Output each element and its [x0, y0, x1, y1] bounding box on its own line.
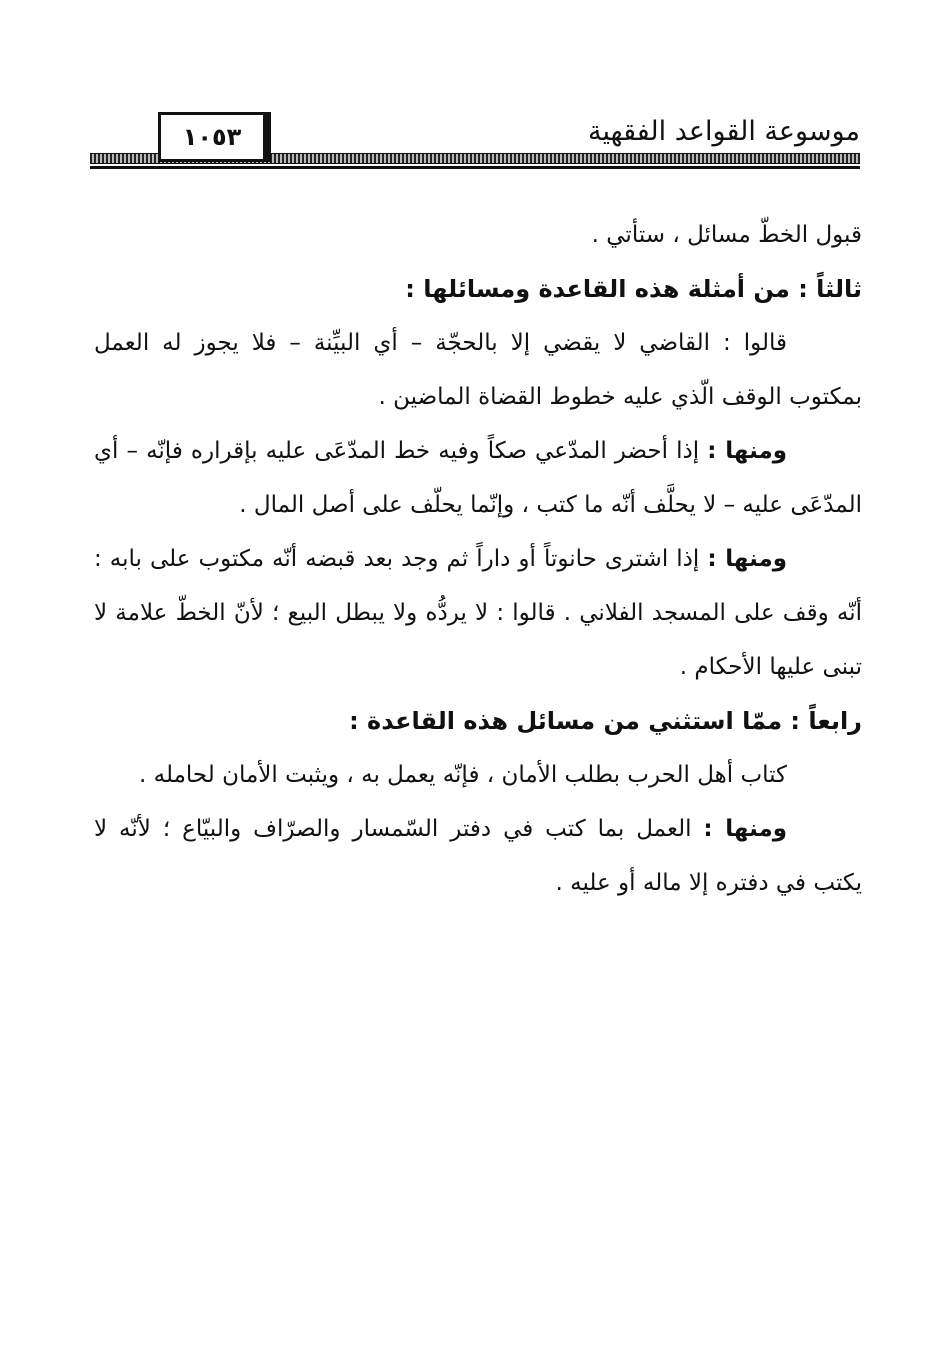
paragraph-text: العمل بما كتب في دفتر السّمسار والصرّاف والبيّاع ؛ لأنّه لا يكتب في دفتره إلا ماله أو عليه .: [94, 816, 862, 896]
paragraph-shop: [94, 532, 862, 694]
paragraph-ledger: [94, 802, 862, 910]
page-body: [94, 208, 862, 910]
paragraph-lead: ومنها :: [703, 816, 788, 842]
paragraph-deed: [94, 424, 862, 532]
section-heading-third: ثالثاً : من أمثلة هذه القاعدة ومسائلها :: [405, 275, 862, 303]
paragraph-lead: ومنها :: [707, 546, 788, 572]
page-header: [90, 108, 860, 168]
paragraph-lead: ومنها :: [707, 438, 787, 464]
paragraph-text: إذا اشترى حانوتاً أو داراً ثم وجد بعد قبضه أنّه مكتوب على بابه : أنّه وقف على المسجد الفلاني . قالوا : لا يردُّه ولا يبطل البيع ؛ لأنّ الخطّ علامة لا تبنى عليها الأحكام .: [94, 546, 862, 680]
section-heading-fourth: رابعاً : ممّا استثني من مسائل هذه القاعدة :: [349, 707, 862, 735]
paragraph-safe-conduct: كتاب أهل الحرب بطلب الأمان ، فإنّه يعمل به ، ويثبت الأمان لحامله .: [139, 762, 787, 788]
paragraph-judge: قالوا : القاضي لا يقضي إلا بالحجّة – أي البيِّنة – فلا يجوز له العمل بمكتوب الوقف الّذي عليه خطوط القضاة الماضين .: [94, 330, 862, 410]
continued-line: قبول الخطّ مسائل ، ستأتي .: [591, 222, 862, 248]
running-title: موسوعة القواعد الفقهية: [588, 116, 860, 147]
header-rule-base: [90, 166, 860, 169]
page-number: ١٠٥٣: [158, 112, 271, 162]
paragraph-text: إذا أحضر المدّعي صكاً وفيه خط المدّعَى عليه بإقراره فإنّه – أي المدّعَى عليه – لا يحلَّف أنّه ما كتب ، وإنّما يحلّف على أصل المال .: [94, 438, 862, 518]
